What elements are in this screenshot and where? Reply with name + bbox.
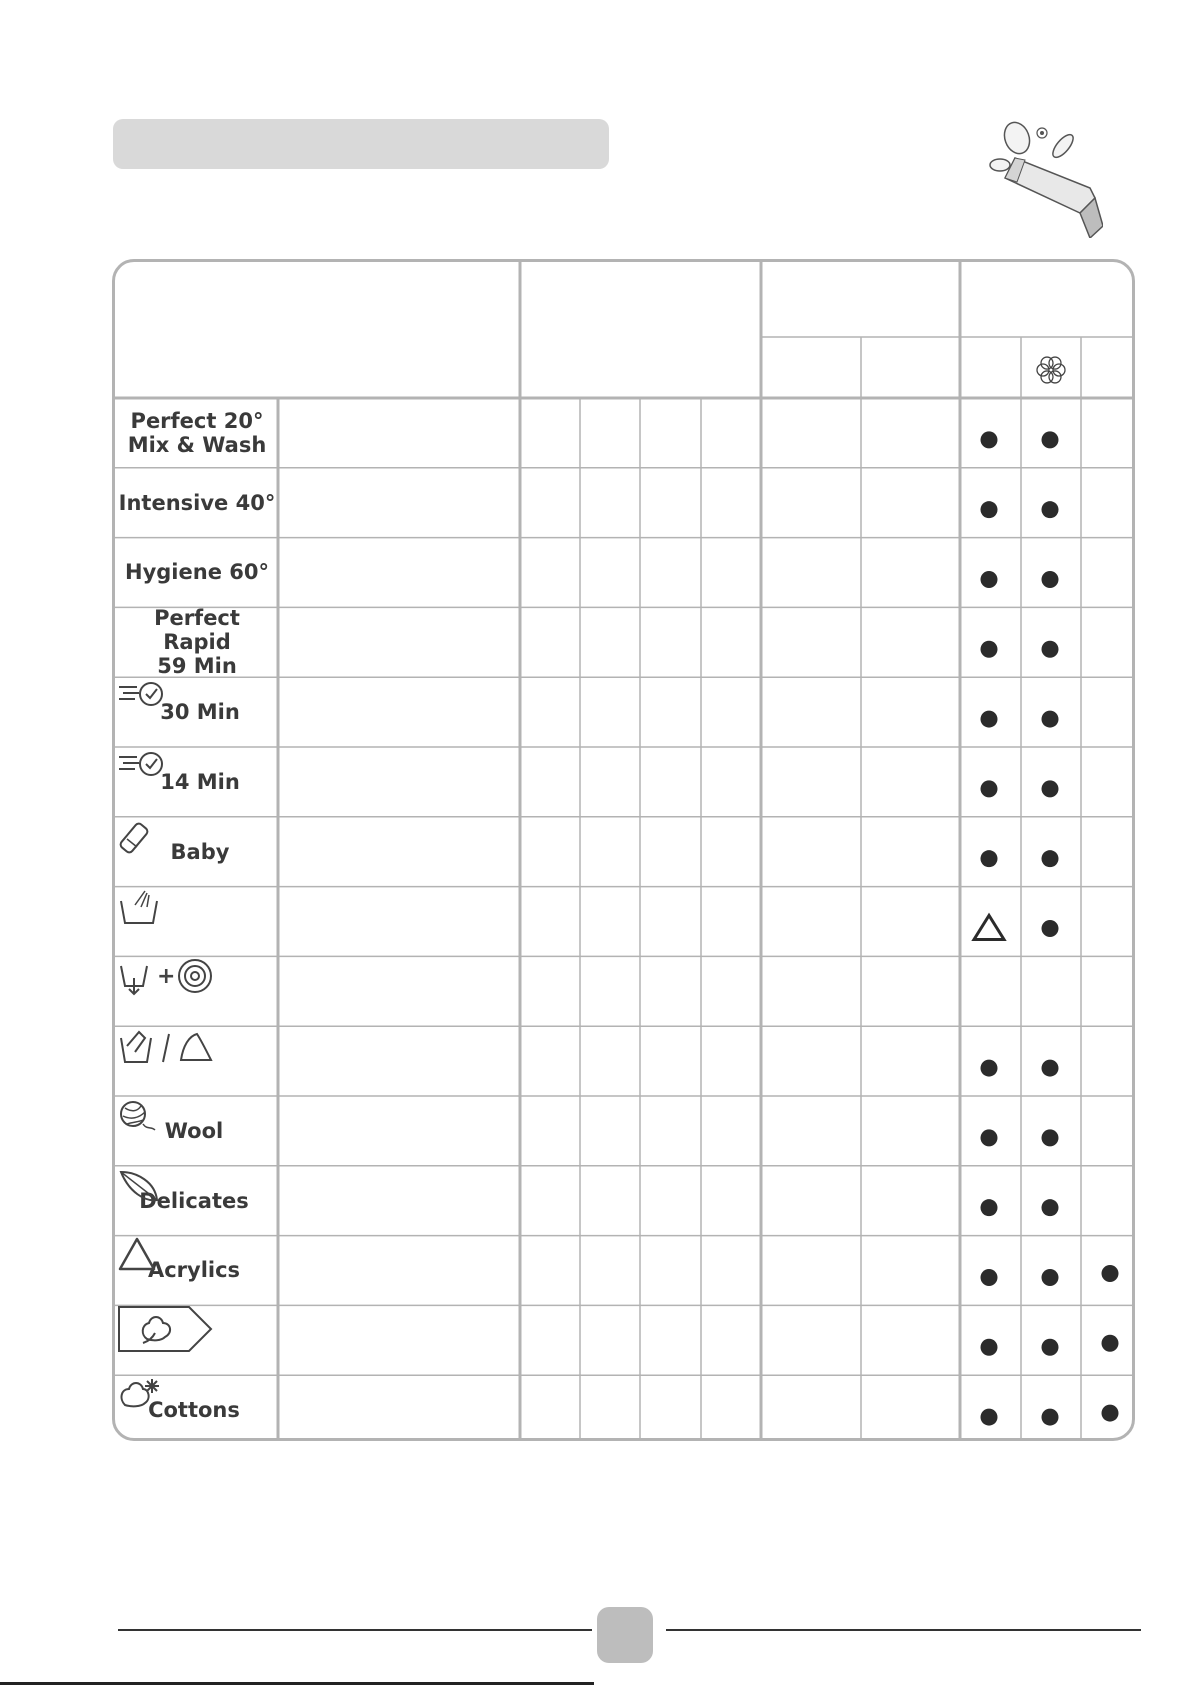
dosage-dot-mark — [981, 711, 998, 728]
program-label — [117, 817, 277, 887]
dosage-dot-mark — [1042, 1339, 1059, 1356]
detergent-drawer-illustration — [985, 118, 1103, 238]
dosage-dot-mark — [1042, 501, 1059, 518]
dosage-dot-mark — [981, 1269, 998, 1286]
dosage-dot-mark — [1042, 711, 1059, 728]
dosage-dot-mark — [981, 780, 998, 797]
program-name: 30 Min — [160, 700, 240, 725]
dosage-dot-mark — [981, 1199, 998, 1216]
footer-rule-right — [666, 1629, 1141, 1631]
dosage-dot-mark — [1042, 1199, 1059, 1216]
dosage-dot-mark — [1042, 431, 1059, 448]
program-label — [117, 956, 277, 1026]
program-name: Delicates — [139, 1188, 249, 1213]
dosage-dot-mark — [981, 501, 998, 518]
dosage-dot-mark — [1042, 1129, 1059, 1146]
svg-text:+: + — [157, 964, 176, 990]
program-label — [117, 607, 277, 677]
dosage-dot-mark — [1042, 1269, 1059, 1286]
dosage-dot-mark — [1102, 1335, 1119, 1352]
program-label — [117, 747, 277, 817]
dosage-dot-mark — [981, 641, 998, 658]
page-number-tab — [597, 1607, 653, 1663]
program-label — [117, 1375, 277, 1441]
dosage-dot-mark — [1102, 1265, 1119, 1282]
program-label — [117, 1096, 277, 1166]
dosage-dot-mark — [1042, 1409, 1059, 1426]
dosage-dot-mark — [1102, 1405, 1119, 1422]
program-name: Perfect Rapid 59 Min — [154, 606, 240, 679]
footer-rule-left — [118, 1629, 592, 1631]
dosage-dot-mark — [1042, 920, 1059, 937]
program-label — [117, 677, 277, 747]
dosage-dot-mark — [1042, 571, 1059, 588]
dosage-dot-mark — [981, 571, 998, 588]
dosage-dot-mark — [1042, 1060, 1059, 1077]
program-name: Perfect 20° Mix & Wash — [127, 408, 267, 457]
program-label — [117, 887, 277, 957]
program-name: 14 Min — [160, 769, 240, 794]
program-label — [117, 1026, 277, 1096]
program-label — [117, 468, 277, 538]
dosage-dot-mark — [1042, 641, 1059, 658]
dosage-dot-mark — [981, 1339, 998, 1356]
program-label — [117, 1305, 277, 1375]
program-name: Intensive 40° — [118, 490, 276, 515]
program-label — [117, 398, 277, 468]
program-table — [112, 259, 1135, 1441]
dosage-dot-mark — [981, 1129, 998, 1146]
dosage-dot-mark — [981, 850, 998, 867]
program-label — [117, 1236, 277, 1306]
program-name: Cottons — [148, 1398, 240, 1423]
program-name: Baby — [170, 839, 230, 864]
program-label — [117, 1166, 277, 1236]
dosage-dot-mark — [981, 1060, 998, 1077]
program-name: Hygiene 60° — [125, 560, 269, 585]
section-title-bar — [113, 119, 609, 169]
dosage-dot-mark — [981, 1409, 998, 1426]
dosage-dot-mark — [1042, 850, 1059, 867]
dosage-dot-mark — [981, 431, 998, 448]
program-name: Acrylics — [147, 1258, 241, 1283]
program-label — [117, 538, 277, 608]
optional-triangle-mark — [974, 915, 1004, 939]
flower-softener-icon — [1037, 357, 1065, 383]
program-name: Wool — [164, 1118, 224, 1143]
dosage-dot-mark — [1042, 780, 1059, 797]
